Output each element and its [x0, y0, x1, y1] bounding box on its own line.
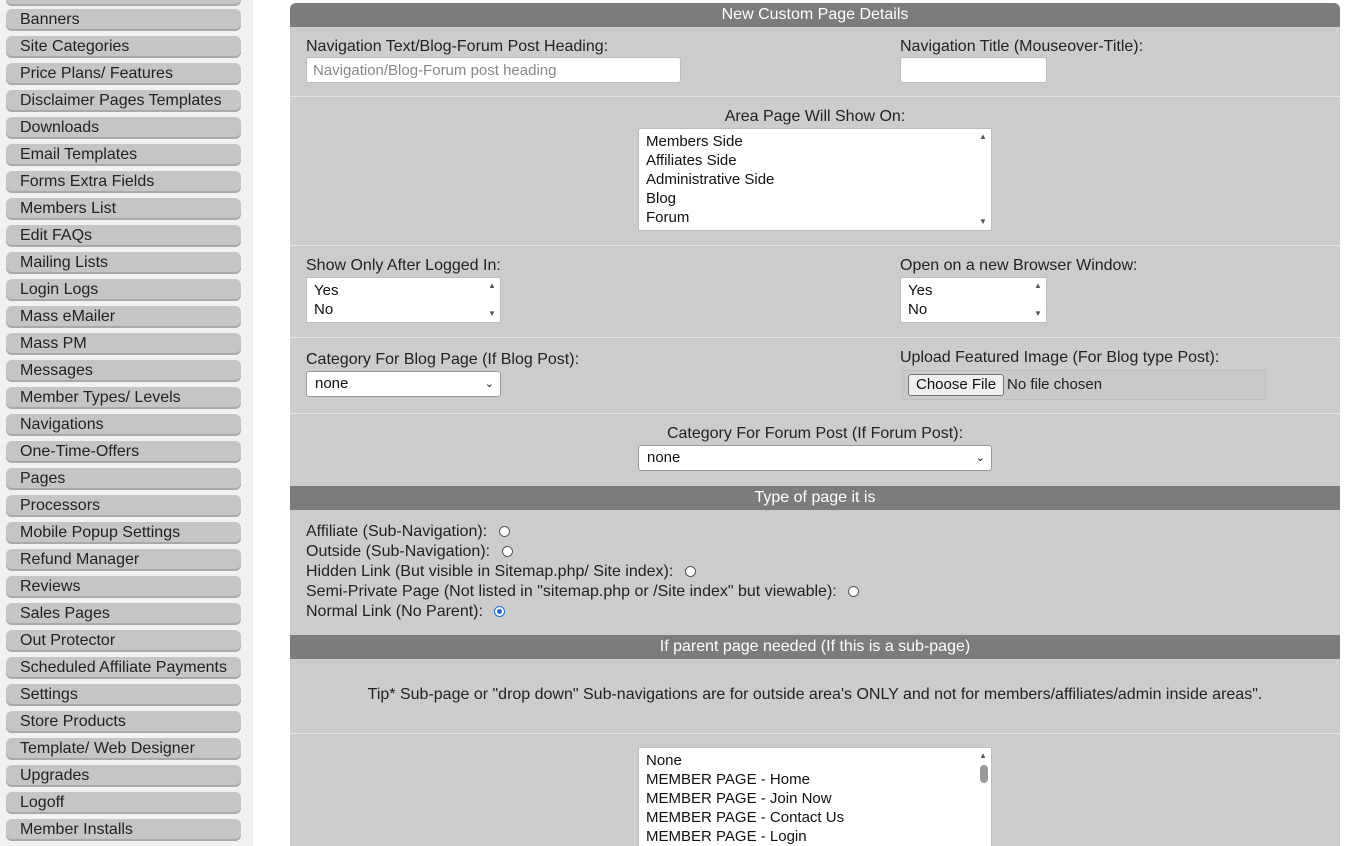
scroll-thumb[interactable]: [980, 765, 988, 783]
scroll-up-icon[interactable]: ▲: [979, 132, 987, 141]
admin-sidebar: [0, 0, 253, 846]
sidebar-item-price-plans[interactable]: Price Plans/ Features: [6, 63, 241, 85]
blog-category-select[interactable]: [306, 371, 501, 397]
sidebar-item-scheduled-affiliate-payments[interactable]: Scheduled Affiliate Payments: [6, 657, 241, 679]
sidebar-item-member-types[interactable]: Member Types/ Levels: [6, 387, 241, 409]
sidebar-item-refund-manager[interactable]: Refund Manager: [6, 549, 241, 571]
chevron-down-icon: ⌄: [484, 378, 494, 390]
custom-page-form: [290, 3, 1340, 846]
scrollbar[interactable]: [977, 748, 991, 846]
list-option[interactable]: Administrative Side: [646, 171, 775, 188]
list-option[interactable]: Blog: [646, 190, 677, 207]
nav-text-input[interactable]: [306, 57, 681, 83]
radio-semi-private[interactable]: [848, 586, 859, 597]
sidebar-item-pages[interactable]: Pages: [6, 468, 241, 490]
sidebar-item-navigations[interactable]: Navigations: [6, 414, 241, 436]
list-option[interactable]: Yes: [314, 282, 339, 299]
nav-title-label: Navigation Title (Mouseover-Title):: [900, 38, 1144, 55]
sidebar-item-one-time-offers[interactable]: One-Time-Offers: [6, 441, 241, 463]
list-option[interactable]: No: [314, 301, 334, 318]
scroll-down-icon[interactable]: ▼: [979, 217, 987, 226]
scrollbar[interactable]: [977, 129, 991, 230]
radio-outside[interactable]: [502, 546, 513, 557]
sidebar-item-mailing-lists[interactable]: Mailing Lists: [6, 252, 241, 274]
parent-listbox[interactable]: [638, 747, 992, 846]
divider: [290, 96, 1340, 97]
sidebar-item-out-protector[interactable]: Out Protector: [6, 630, 241, 652]
sidebar-item-template-web-designer[interactable]: Template/ Web Designer: [6, 738, 241, 760]
scroll-down-icon[interactable]: ▼: [1034, 309, 1042, 318]
sidebar-item-settings[interactable]: Settings: [6, 684, 241, 706]
sidebar-item-email-templates[interactable]: Email Templates: [6, 144, 241, 166]
blog-category-label: Category For Blog Page (If Blog Post):: [306, 351, 580, 368]
parent-tip: Tip* Sub-page or "drop down" Sub-navigations are for outside area's ONLY and not for members/affiliates/admin inside areas".: [367, 686, 1263, 703]
sidebar-item-disclaimer-pages[interactable]: Disclaimer Pages Templates: [6, 90, 241, 112]
divider: [290, 245, 1340, 246]
sidebar-item-processors[interactable]: Processors: [6, 495, 241, 517]
new-window-label: Open on a new Browser Window:: [900, 257, 1138, 274]
sidebar-item-messages[interactable]: Messages: [6, 360, 241, 382]
area-listbox[interactable]: [638, 128, 992, 231]
forum-category-label: Category For Forum Post (If Forum Post):: [666, 425, 964, 442]
file-status: No file chosen: [1007, 376, 1103, 393]
list-option[interactable]: No: [908, 301, 928, 318]
sidebar-item-mass-emailer[interactable]: Mass eMailer: [6, 306, 241, 328]
sidebar-item-sales-pages[interactable]: Sales Pages: [6, 603, 241, 625]
list-option[interactable]: Yes: [908, 282, 933, 299]
featured-image-label: Upload Featured Image (For Blog type Post):: [900, 349, 1220, 366]
logged-in-label: Show Only After Logged In:: [306, 257, 501, 274]
divider: [290, 733, 1340, 734]
radio-hidden[interactable]: [685, 566, 696, 577]
nav-text-label: Navigation Text/Blog-Forum Post Heading:: [306, 38, 609, 55]
radio-label-hidden: Hidden Link (But visible in Sitemap.php/ Site index):: [306, 563, 674, 580]
select-value: none: [647, 449, 681, 466]
list-option[interactable]: Forum: [646, 209, 690, 226]
divider: [290, 337, 1340, 338]
sidebar-item-members-list[interactable]: Members List: [6, 198, 241, 220]
sidebar-item-partial[interactable]: [6, 0, 241, 6]
list-option[interactable]: MEMBER PAGE - Join Now: [646, 790, 832, 807]
scrollbar[interactable]: [1032, 278, 1046, 322]
sidebar-item-logoff[interactable]: Logoff: [6, 792, 241, 814]
sidebar-item-member-installs[interactable]: Member Installs: [6, 819, 241, 841]
scrollbar[interactable]: [486, 278, 500, 322]
parent-header: If parent page needed (If this is a sub-page): [290, 635, 1340, 659]
list-option[interactable]: MEMBER PAGE - Login: [646, 828, 807, 845]
sidebar-item-store-products[interactable]: Store Products: [6, 711, 241, 733]
sidebar-item-forms-extra-fields[interactable]: Forms Extra Fields: [6, 171, 241, 193]
sidebar-item-upgrades[interactable]: Upgrades: [6, 765, 241, 787]
area-label: Area Page Will Show On:: [724, 108, 906, 125]
sidebar-item-mass-pm[interactable]: Mass PM: [6, 333, 241, 355]
form-header: New Custom Page Details: [290, 3, 1340, 27]
scroll-down-icon[interactable]: ▼: [488, 309, 496, 318]
radio-label-affiliate: Affiliate (Sub-Navigation):: [306, 523, 488, 540]
scroll-up-icon[interactable]: ▲: [979, 751, 987, 760]
list-option[interactable]: None: [646, 752, 682, 769]
logged-in-listbox[interactable]: [306, 277, 501, 323]
list-option[interactable]: Affiliates Side: [646, 152, 737, 169]
sidebar-item-site-categories[interactable]: Site Categories: [6, 36, 241, 58]
file-upload: [902, 370, 1266, 400]
forum-category-select[interactable]: [638, 445, 992, 471]
sidebar-item-mobile-popup-settings[interactable]: Mobile Popup Settings: [6, 522, 241, 544]
list-option[interactable]: Members Side: [646, 133, 743, 150]
sidebar-item-downloads[interactable]: Downloads: [6, 117, 241, 139]
select-value: none: [315, 375, 349, 392]
radio-label-outside: Outside (Sub-Navigation):: [306, 543, 491, 560]
page-type-header: Type of page it is: [290, 486, 1340, 510]
scroll-up-icon[interactable]: ▲: [1034, 281, 1042, 290]
nav-title-input[interactable]: [900, 57, 1047, 83]
sidebar-item-banners[interactable]: Banners: [6, 9, 241, 31]
radio-normal[interactable]: [494, 606, 505, 617]
radio-label-semi-private: Semi-Private Page (Not listed in "sitemap.php or /Site index" but viewable):: [306, 583, 837, 600]
divider: [290, 413, 1340, 414]
chevron-down-icon: ⌄: [975, 452, 985, 464]
radio-affiliate[interactable]: [499, 526, 510, 537]
list-option[interactable]: MEMBER PAGE - Contact Us: [646, 809, 845, 826]
scroll-up-icon[interactable]: ▲: [488, 281, 496, 290]
sidebar-item-login-logs[interactable]: Login Logs: [6, 279, 241, 301]
sidebar-item-reviews[interactable]: Reviews: [6, 576, 241, 598]
choose-file-button[interactable]: Choose File: [908, 374, 1004, 396]
new-window-listbox[interactable]: [900, 277, 1047, 323]
radio-label-normal: Normal Link (No Parent):: [306, 603, 483, 620]
list-option[interactable]: MEMBER PAGE - Home: [646, 771, 810, 788]
sidebar-item-edit-faqs[interactable]: Edit FAQs: [6, 225, 241, 247]
